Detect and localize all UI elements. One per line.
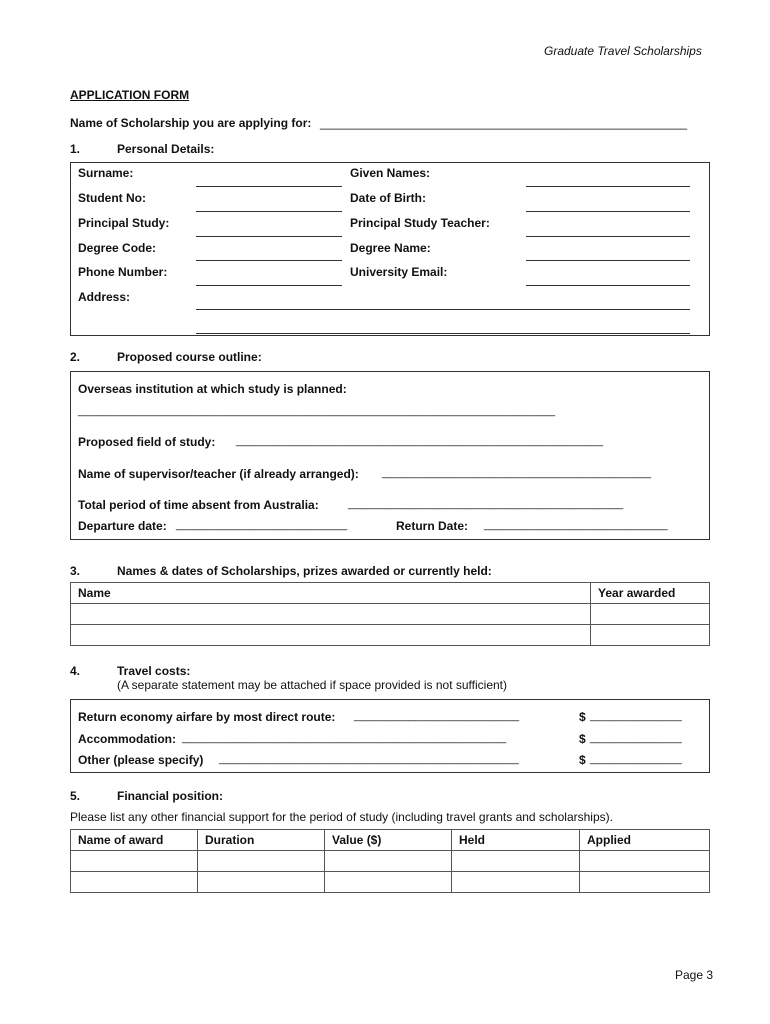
surname-field[interactable] [196,186,342,187]
table-cell[interactable] [325,872,452,893]
section-title-travel-costs: Travel costs: [117,664,191,678]
address-field-line-2[interactable] [196,333,690,334]
other-costs-label: Other (please specify) [78,753,204,767]
section-number: 3. [70,564,81,578]
degree-code-field[interactable] [196,260,342,261]
section-number: 1. [70,142,81,156]
table-cell[interactable] [452,851,580,872]
field-of-study-field[interactable]: ____________________________________________________________ [236,435,604,447]
date-of-birth-label: Date of Birth: [350,191,426,205]
given-names-label: Given Names: [350,166,431,180]
form-heading: APPLICATION FORM [70,88,190,102]
phone-number-label: Phone Number: [78,265,168,279]
table-cell[interactable] [198,872,325,893]
period-absent-field[interactable]: _____________________________________________ [348,498,624,510]
return-date-label: Return Date: [396,519,469,533]
table-cell[interactable] [71,625,591,646]
table-cell[interactable] [71,872,198,893]
column-header-applied: Applied [580,830,710,851]
address-field-line-1[interactable] [196,309,690,310]
period-absent-label: Total period of time absent from Australia: [78,498,319,512]
return-date-field[interactable]: ______________________________ [484,519,668,531]
date-of-birth-field[interactable] [526,211,690,212]
accommodation-label: Accommodation: [78,732,177,746]
section-number: 4. [70,664,81,678]
university-email-field[interactable] [526,285,690,286]
other-costs-field[interactable]: _________________________________________________ [219,753,519,765]
column-header-name: Name [71,583,591,604]
accommodation-amount-field[interactable]: _______________ [590,732,682,744]
financial-support-table [70,829,710,893]
page-number: Page 3 [675,968,714,982]
principal-study-teacher-label: Principal Study Teacher: [350,216,490,230]
table-cell[interactable] [71,851,198,872]
course-outline-box [70,371,710,540]
section-title-financial-position: Financial position: [117,789,224,803]
scholarship-name-label: Name of Scholarship you are applying for: [70,116,312,130]
table-cell[interactable] [452,872,580,893]
field-of-study-label: Proposed field of study: [78,435,216,449]
column-header-value: Value ($) [325,830,452,851]
financial-position-note: Please list any other financial support for the period of study (including travel grants and scholarships). [70,810,613,824]
degree-name-field[interactable] [526,260,690,261]
departure-date-field[interactable]: ____________________________ [176,519,348,531]
airfare-field[interactable]: ___________________________ [354,710,520,722]
dollar-sign: $ [579,753,586,767]
section-title-course-outline: Proposed course outline: [117,350,262,364]
departure-date-label: Departure date: [78,519,167,533]
column-header-held: Held [452,830,580,851]
column-header-duration: Duration [198,830,325,851]
travel-costs-note: (A separate statement may be attached if space provided is not sufficient) [117,678,507,692]
supervisor-label: Name of supervisor/teacher (if already arranged): [78,467,359,481]
table-cell[interactable] [580,872,710,893]
phone-number-field[interactable] [196,285,342,286]
section-title-scholarships: Names & dates of Scholarships, prizes awarded or currently held: [117,564,492,578]
surname-label: Surname: [78,166,134,180]
institution-label: Overseas institution at which study is planned: [78,382,347,396]
airfare-label: Return economy airfare by most direct route: [78,710,336,724]
dollar-sign: $ [579,732,586,746]
degree-name-label: Degree Name: [350,241,431,255]
principal-study-label: Principal Study: [78,216,170,230]
dollar-sign: $ [579,710,586,724]
given-names-field[interactable] [526,186,690,187]
table-row [71,851,710,872]
table-cell[interactable] [71,604,591,625]
table-header-row [71,583,710,604]
table-cell[interactable] [580,851,710,872]
scholarships-table [70,582,710,646]
table-row [71,625,710,646]
section-title-personal-details: Personal Details: [117,142,215,156]
table-cell[interactable] [198,851,325,872]
column-header-name-of-award: Name of award [71,830,198,851]
supervisor-field[interactable]: ____________________________________________ [382,467,652,479]
table-cell[interactable] [591,625,710,646]
address-label: Address: [78,290,131,304]
column-header-year-awarded: Year awarded [591,583,710,604]
section-number: 5. [70,789,81,803]
table-row [71,872,710,893]
airfare-amount-field[interactable]: _______________ [590,710,682,722]
student-no-field[interactable] [196,211,342,212]
section-number: 2. [70,350,81,364]
table-header-row [71,830,710,851]
institution-field[interactable]: ______________________________________________________________________________ [78,405,556,417]
principal-study-teacher-field[interactable] [526,236,690,237]
document-header-title: Graduate Travel Scholarships [544,44,702,58]
accommodation-field[interactable]: _____________________________________________________ [182,732,507,744]
table-row [71,604,710,625]
table-cell[interactable] [591,604,710,625]
degree-code-label: Degree Code: [78,241,157,255]
student-no-label: Student No: [78,191,146,205]
table-cell[interactable] [325,851,452,872]
other-costs-amount-field[interactable]: _______________ [590,753,682,765]
principal-study-field[interactable] [196,236,342,237]
university-email-label: University Email: [350,265,448,279]
scholarship-name-field[interactable]: _______________________________________________________ [320,116,688,130]
